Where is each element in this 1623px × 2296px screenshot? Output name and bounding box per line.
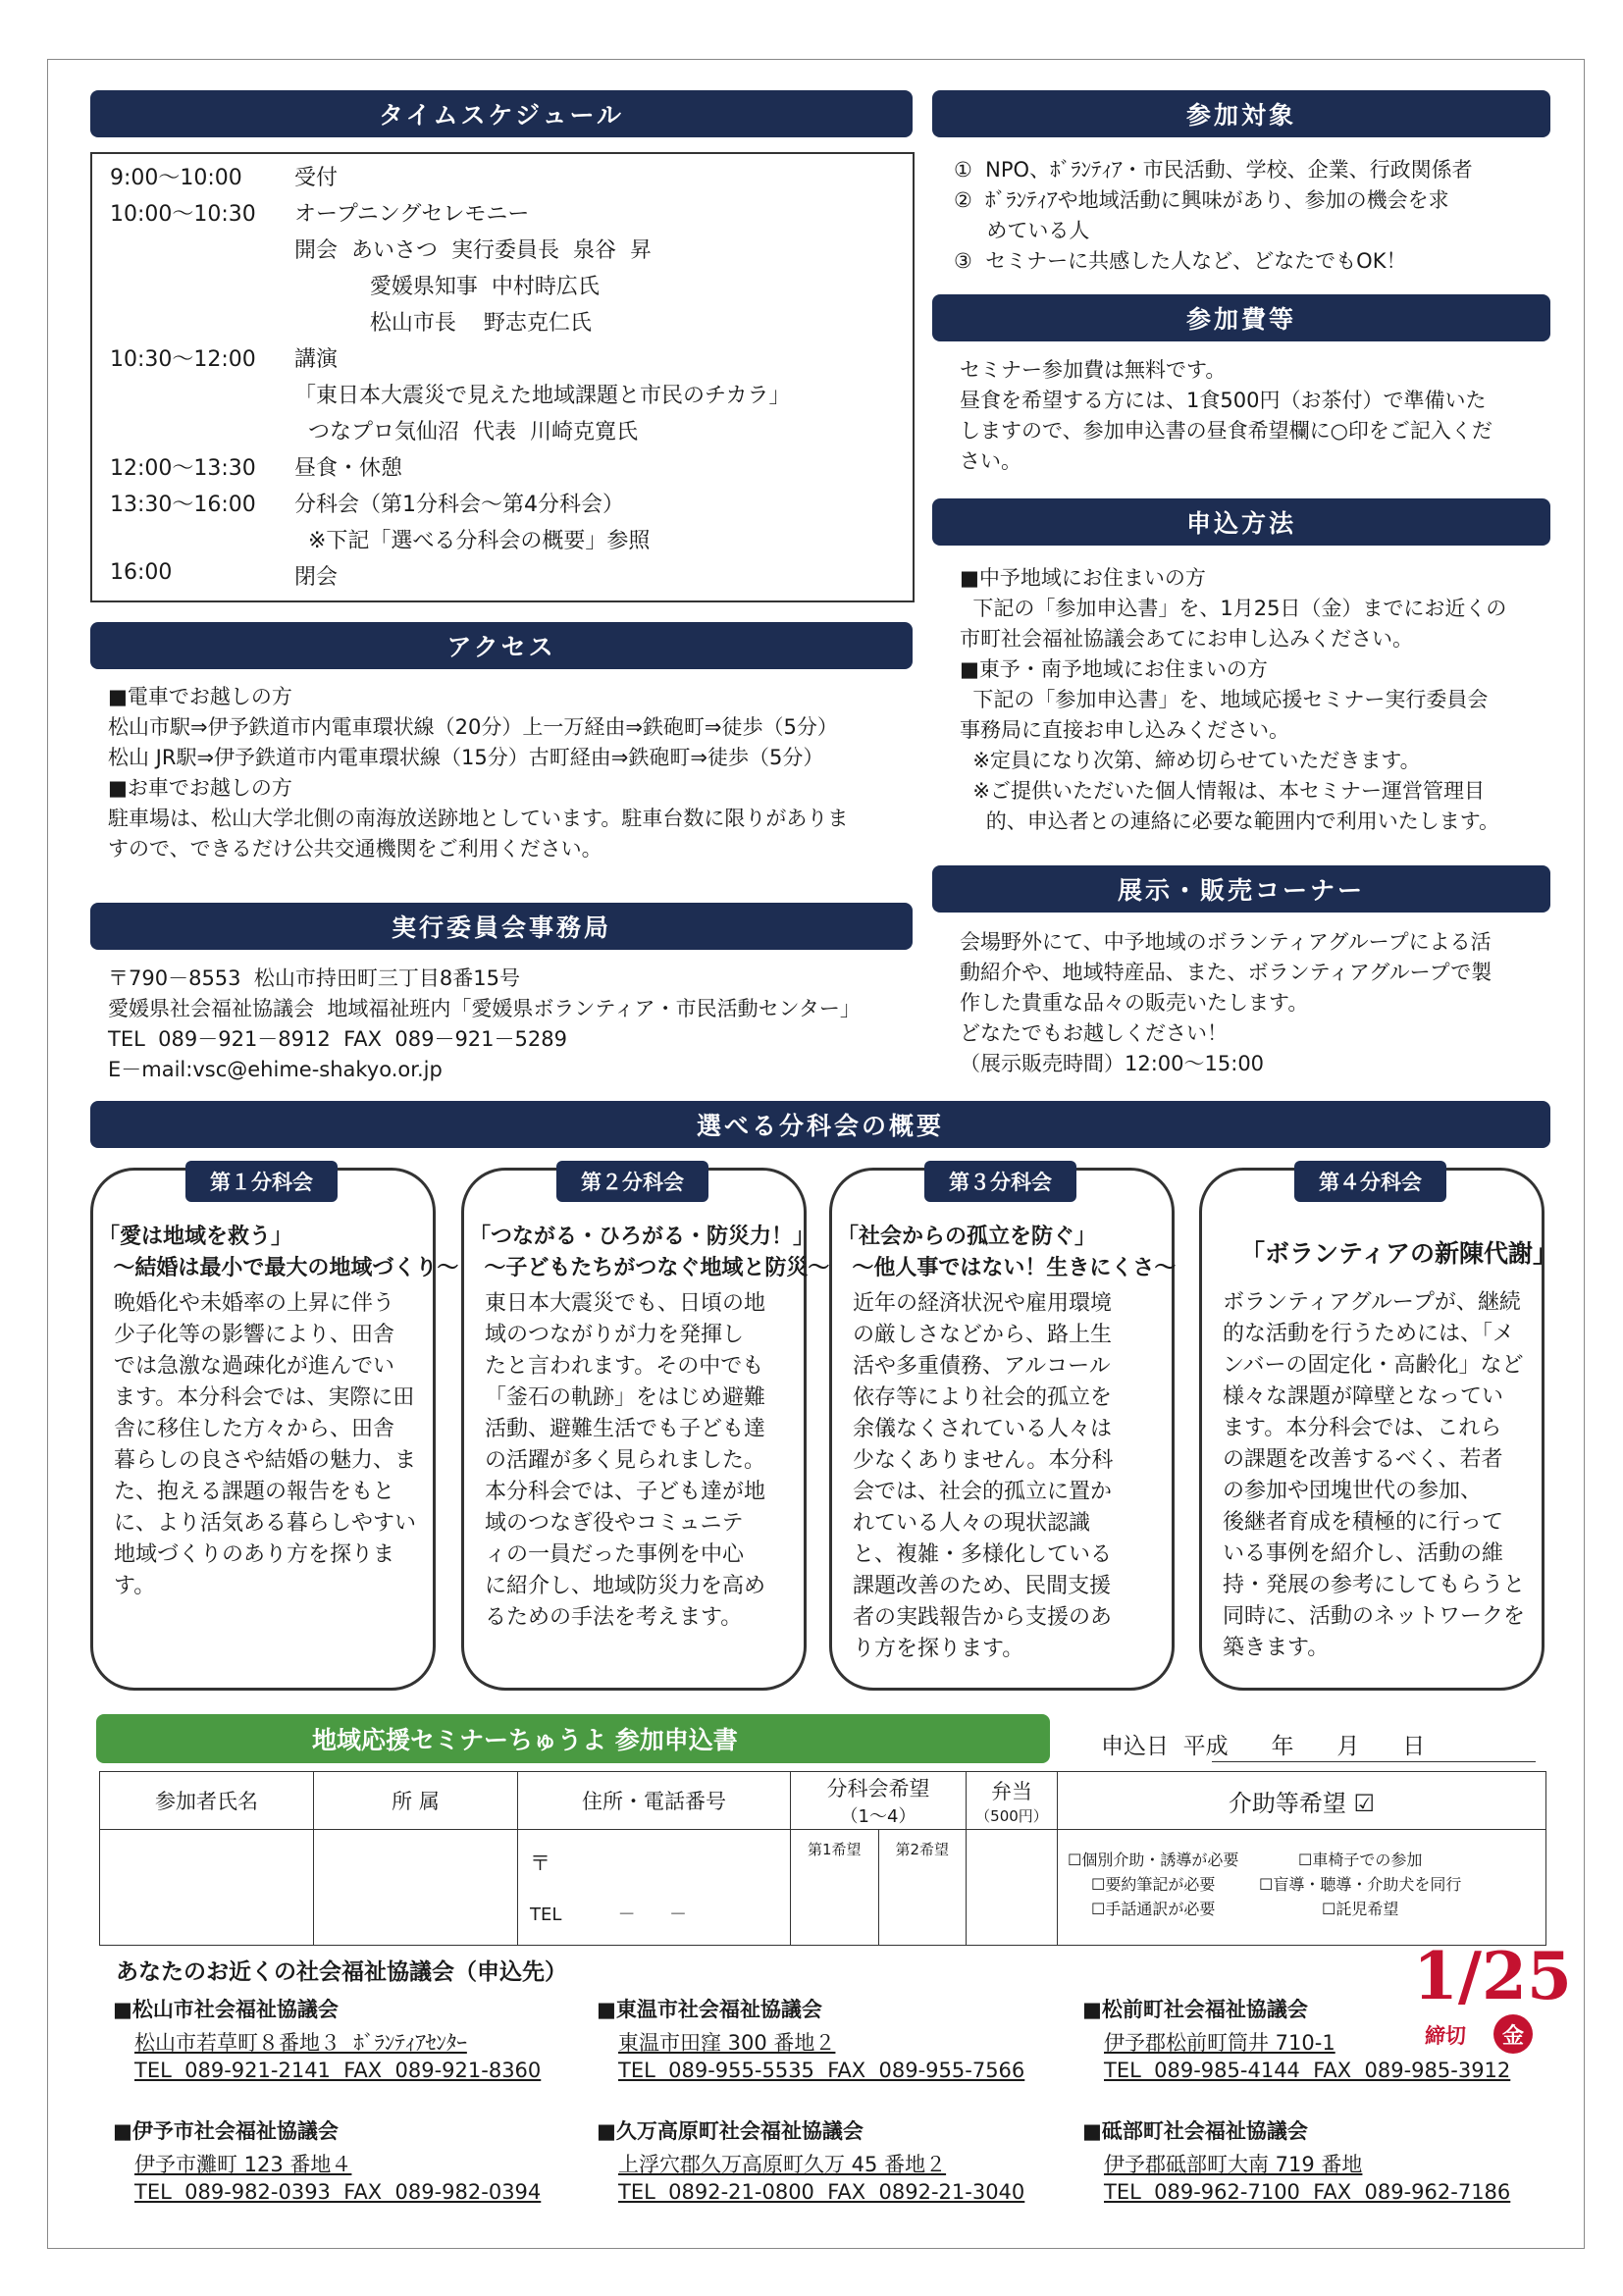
session-body: ボランティアグループが、継続 的な活動を行うためには、「メ ンバーの固定化・高齢化」など 様々な課題が障壁となってい ます。本分科会では、これら の課題を改善するべく、若者 の参加や団塊世代の参加、 後継者育成を積極的に行って いる事例を紹介し、活動の維 持・発展の参考にしてもらうと 同時に、活動のネットワークを 築きます。 xyxy=(1223,1290,1526,1660)
access-line: ■お車でお越しの方 xyxy=(108,776,292,800)
office-line: TEL 089－921－8912 FAX 089－921－5289 xyxy=(108,1027,567,1051)
schedule-row xyxy=(90,560,905,594)
council-name: ■砥部町社会福祉協議会 xyxy=(1082,2119,1308,2143)
deadline-day: 金 xyxy=(1493,2014,1533,2054)
session-tab: 第３分科会 xyxy=(924,1161,1076,1202)
schedule-time: 9:00～10:00 xyxy=(110,166,242,190)
schedule-row xyxy=(90,524,905,557)
apply-line: 事務局に直接お申し込みください。 xyxy=(960,718,1289,742)
session-body: 近年の経済状況や雇用環境 の厳しさなどから、路上生 活や多重債務、アルコール 依存等により社会的孤立を 余儀なくされている人々は 少なくありません。本分科 会では、社会的孤立に置か れている人々の現状認識 と、複雑・多様化している 課題改善のため、民間支援 者の実践報告から支援のあ り方を探ります。 xyxy=(853,1291,1114,1661)
pref1-label: 第1希望 xyxy=(807,1841,862,1858)
assist-field[interactable] xyxy=(1058,1830,1546,1946)
access-line: 松山市駅⇒伊予鉄道市内電車環状線（20分）上一万経由⇒鉄砲町⇒徒歩（5分） xyxy=(108,715,838,739)
header-lunch-label: 弁当 xyxy=(991,1779,1032,1803)
zip-mark: 〒 xyxy=(530,1852,550,1875)
apply-header: 申込方法 xyxy=(932,498,1550,546)
session-tab: 第２分科会 xyxy=(556,1161,708,1202)
council-tel: TEL 089-962-7100 FAX 089-962-7186 xyxy=(1104,2180,1511,2204)
assist-options-left: ☐個別介助・誘導が必要 ☐要約筆記が必要 ☐手話通訳が必要 xyxy=(1068,1851,1239,1918)
pref1-field[interactable] xyxy=(791,1830,879,1946)
session-title: 「ボランティアの新陳代謝」 xyxy=(1240,1239,1558,1268)
header-session-label: 分科会希望 xyxy=(826,1777,930,1800)
date-underline xyxy=(1212,1761,1536,1762)
office-line: 愛媛県社会福祉協議会 地域福祉班内「愛媛県ボランティア・市民活動センター」 xyxy=(108,997,861,1020)
council-name: ■東温市社会福祉協議会 xyxy=(597,1998,822,2021)
exhibit-line: 動紹介や、地域特産品、また、ボランティアグループで製 xyxy=(960,961,1492,984)
target-header: 参加対象 xyxy=(932,90,1550,137)
header-name: 参加者氏名 xyxy=(100,1772,314,1830)
council-name: ■松山市社会福祉協議会 xyxy=(113,1998,339,2021)
schedule-desc: 閉会 xyxy=(294,565,339,590)
schedule-desc: 松山市長 野志克仁氏 xyxy=(294,311,592,336)
council-tel: TEL 089-955-5535 FAX 089-955-7566 xyxy=(618,2059,1025,2082)
tel-mark: TEL － － xyxy=(530,1905,687,1925)
access-header: アクセス xyxy=(90,622,913,669)
schedule-desc: 開会 あいさつ 実行委員長 泉谷 昇 xyxy=(294,238,652,263)
access-line: ■電車でお越しの方 xyxy=(108,685,292,708)
schedule-row xyxy=(90,451,905,485)
office-header: 実行委員会事務局 xyxy=(90,903,913,950)
schedule-row xyxy=(90,197,905,231)
schedule-header: タイムスケジュール xyxy=(90,90,913,137)
schedule-time: 12:00～13:30 xyxy=(110,456,256,481)
exhibit-line: （展示販売時間）12:00～15:00 xyxy=(960,1052,1265,1075)
lunch-field[interactable] xyxy=(967,1830,1058,1946)
schedule-row xyxy=(90,161,905,194)
access-line: 駐車場は、松山大学北側の南海放送跡地としています。駐車台数に限りがありま xyxy=(108,807,849,830)
deadline-date: 1/25 xyxy=(1413,1938,1572,2014)
exhibit-line: 会場野外にて、中予地域のボランティアグループによる活 xyxy=(960,930,1492,954)
council-name: ■久万高原町社会福祉協議会 xyxy=(597,2119,864,2143)
session-title: 「つながる・ひろがる・防災力！」 ～子どもたちがつなぐ地域と防災～ xyxy=(469,1225,830,1280)
schedule-row xyxy=(90,306,905,339)
schedule-row xyxy=(90,488,905,521)
target-line: めている人 xyxy=(954,219,1090,242)
council-address: 伊予市灘町 123 番地４ xyxy=(134,2153,352,2176)
session-body: 東日本大震災でも、日頃の地 域のつながりが力を発揮し たと言われます。その中でも 「釜石の軌跡」をはじめ避難 活動、避難生活でも子ども達 の活躍が多く見られました。 本分科会では、子ども達が地 域のつなぎ役やコミュニテ ィの一員だった事例を中心 に紹介し、地域防災力を高め るための手法を考えます。 xyxy=(485,1291,766,1630)
pref2-label: 第2希望 xyxy=(895,1841,950,1858)
council-address: 松山市若草町８番地３ ﾎﾞﾗﾝﾃｨｱｾﾝﾀｰ xyxy=(134,2031,467,2055)
schedule-desc: ※下記「選べる分科会の概要」参照 xyxy=(294,529,651,553)
schedule-time: 10:00～10:30 xyxy=(110,202,256,227)
schedule-time: 16:00 xyxy=(110,560,173,585)
council-address: 東温市田窪 300 番地２ xyxy=(618,2031,836,2055)
schedule-row xyxy=(90,342,905,376)
council-address: 伊予郡砥部町大南 719 番地 xyxy=(1104,2153,1363,2176)
header-lunch xyxy=(967,1772,1058,1830)
schedule-row xyxy=(90,415,905,448)
schedule-desc: 分科会（第1分科会～第4分科会） xyxy=(294,493,624,517)
fee-line: さい。 xyxy=(960,449,1021,473)
apply-line: ■東予・南予地域にお住まいの方 xyxy=(960,657,1268,681)
council-name: ■松前町社会福祉協議会 xyxy=(1082,1998,1308,2021)
exhibit-line: 作した貴重な品々の販売いたします。 xyxy=(960,991,1309,1015)
fee-line: しますので、参加申込書の昼食希望欄に○印をご記入くだ xyxy=(960,419,1492,443)
deadline-label: 締切 xyxy=(1425,2024,1466,2048)
council-tel: TEL 089-982-0393 FAX 089-982-0394 xyxy=(134,2180,542,2204)
fee-line: 昼食を希望する方には、1食500円（お茶付）で準備いた xyxy=(960,389,1487,412)
schedule-desc: 受付 xyxy=(294,166,339,190)
assist-options-right: ☐車椅子での参加 ☐盲導・聴導・介助犬を同行 ☐託児希望 xyxy=(1259,1851,1462,1918)
schedule-desc: オープニングセレモニー xyxy=(294,202,530,227)
council-tel: TEL 089-985-4144 FAX 089-985-3912 xyxy=(1104,2059,1511,2082)
schedule-row xyxy=(90,234,905,267)
apply-line: 的、申込者との連絡に必要な範囲内で利用いたします。 xyxy=(960,809,1500,833)
sessions-header: 選べる分科会の概要 xyxy=(90,1101,1550,1148)
schedule-desc: つなプロ気仙沼 代表 川崎克寛氏 xyxy=(294,420,638,444)
schedule-desc: 愛媛県知事 中村時広氏 xyxy=(294,275,600,299)
exhibit-header: 展示・販売コーナー xyxy=(932,865,1550,913)
council-tel: TEL 089-921-2141 FAX 089-921-8360 xyxy=(134,2059,542,2082)
council-tel: TEL 0892-21-0800 FAX 0892-21-3040 xyxy=(618,2180,1025,2204)
address-field[interactable] xyxy=(518,1830,791,1946)
apply-line: 下記の「参加申込書」を、1月25日（金）までにお近くの xyxy=(960,597,1507,620)
form-date: 申込日 平成 年 月 日 xyxy=(1101,1734,1426,1759)
target-line: ② ﾎﾞﾗﾝﾃｨｱや地域活動に興味があり、参加の機会を求 xyxy=(954,188,1449,212)
fee-header: 参加費等 xyxy=(932,294,1550,341)
schedule-desc: 「東日本大震災で見えた地域課題と市民のチカラ」 xyxy=(294,384,791,408)
office-line: 〒790－8553 松山市持田町三丁目8番15号 xyxy=(108,966,520,990)
councils-title: あなたのお近くの社会福祉協議会（申込先） xyxy=(116,1959,567,1985)
deadline-badge xyxy=(1405,1938,1572,2065)
session-tab: 第１分科会 xyxy=(185,1161,338,1202)
form-title-bar: 地域応援セミナーちゅうよ 参加申込書 xyxy=(96,1714,1050,1763)
schedule-desc: 昼食・休憩 xyxy=(294,456,403,481)
apply-line: 市町社会福祉協議会あてにお申し込みください。 xyxy=(960,627,1413,651)
header-assist: 介助等希望 ☑ xyxy=(1058,1772,1546,1830)
schedule-time: 10:30～12:00 xyxy=(110,347,256,372)
target-line: ① NPO、ﾎﾞﾗﾝﾃｨｱ・市民活動、学校、企業、行政関係者 xyxy=(954,158,1473,182)
header-session xyxy=(791,1772,967,1830)
session-title: 「社会からの孤立を防ぐ」 ～他人事ではない！生きにくさ～ xyxy=(837,1225,1177,1280)
affiliation-field[interactable] xyxy=(314,1830,518,1946)
pref2-field[interactable] xyxy=(878,1830,967,1946)
council-address: 上浮穴郡久万高原町久万 45 番地２ xyxy=(618,2153,947,2176)
exhibit-line: どなたでもお越しください！ xyxy=(960,1021,1228,1045)
application-form-table xyxy=(99,1771,1546,1946)
schedule-time: 13:30～16:00 xyxy=(110,493,256,517)
schedule-desc: 講演 xyxy=(294,347,339,372)
session-body: 晩婚化や未婚率の上昇に伴う 少子化等の影響により、田舎 では急激な過疎化が進んでい ます。本分科会では、実際に田 舎に移住した方々から、田舎 暮らしの良さや結婚の魅力、ま た、抱える課題の報告をもと に、より活気ある暮らしやすい 地域づくりのあり方を探りま す。 xyxy=(114,1291,417,1598)
schedule-row xyxy=(90,379,905,412)
access-line: すので、できるだけ公共交通機関をご利用ください。 xyxy=(108,837,602,861)
apply-line: ※ご提供いただいた個人情報は、本セミナー運営管理目 xyxy=(960,779,1485,803)
apply-line: 下記の「参加申込書」を、地域応援セミナー実行委員会 xyxy=(960,688,1489,711)
schedule-row xyxy=(90,270,905,303)
fee-line: セミナー参加費は無料です。 xyxy=(960,358,1227,382)
access-line: 松山 JR駅⇒伊予鉄道市内電車環状線（15分）古町経由⇒鉄砲町⇒徒歩（5分） xyxy=(108,746,824,769)
session-tab: 第４分科会 xyxy=(1294,1161,1446,1202)
session-title: 「愛は地域を救う」 ～結婚は最小で最大の地域づくり～ xyxy=(98,1225,459,1280)
name-field[interactable] xyxy=(100,1830,314,1946)
header-lunch-sub: （500円） xyxy=(975,1806,1048,1825)
header-session-sub: （1～4） xyxy=(840,1806,916,1827)
header-affiliation: 所 属 xyxy=(314,1772,518,1830)
office-line: E－mail:vsc@ehime-shakyo.or.jp xyxy=(108,1058,443,1081)
council-name: ■伊予市社会福祉協議会 xyxy=(113,2119,339,2143)
apply-line: ■中予地域にお住まいの方 xyxy=(960,566,1206,590)
council-address: 伊予郡松前町筒井 710-1 xyxy=(1104,2031,1335,2055)
header-address: 住所・電話番号 xyxy=(518,1772,791,1830)
apply-line: ※定員になり次第、締め切らせていただきます。 xyxy=(960,749,1421,772)
target-line: ③ セミナーに共感した人など、どなたでもOK！ xyxy=(954,249,1407,273)
